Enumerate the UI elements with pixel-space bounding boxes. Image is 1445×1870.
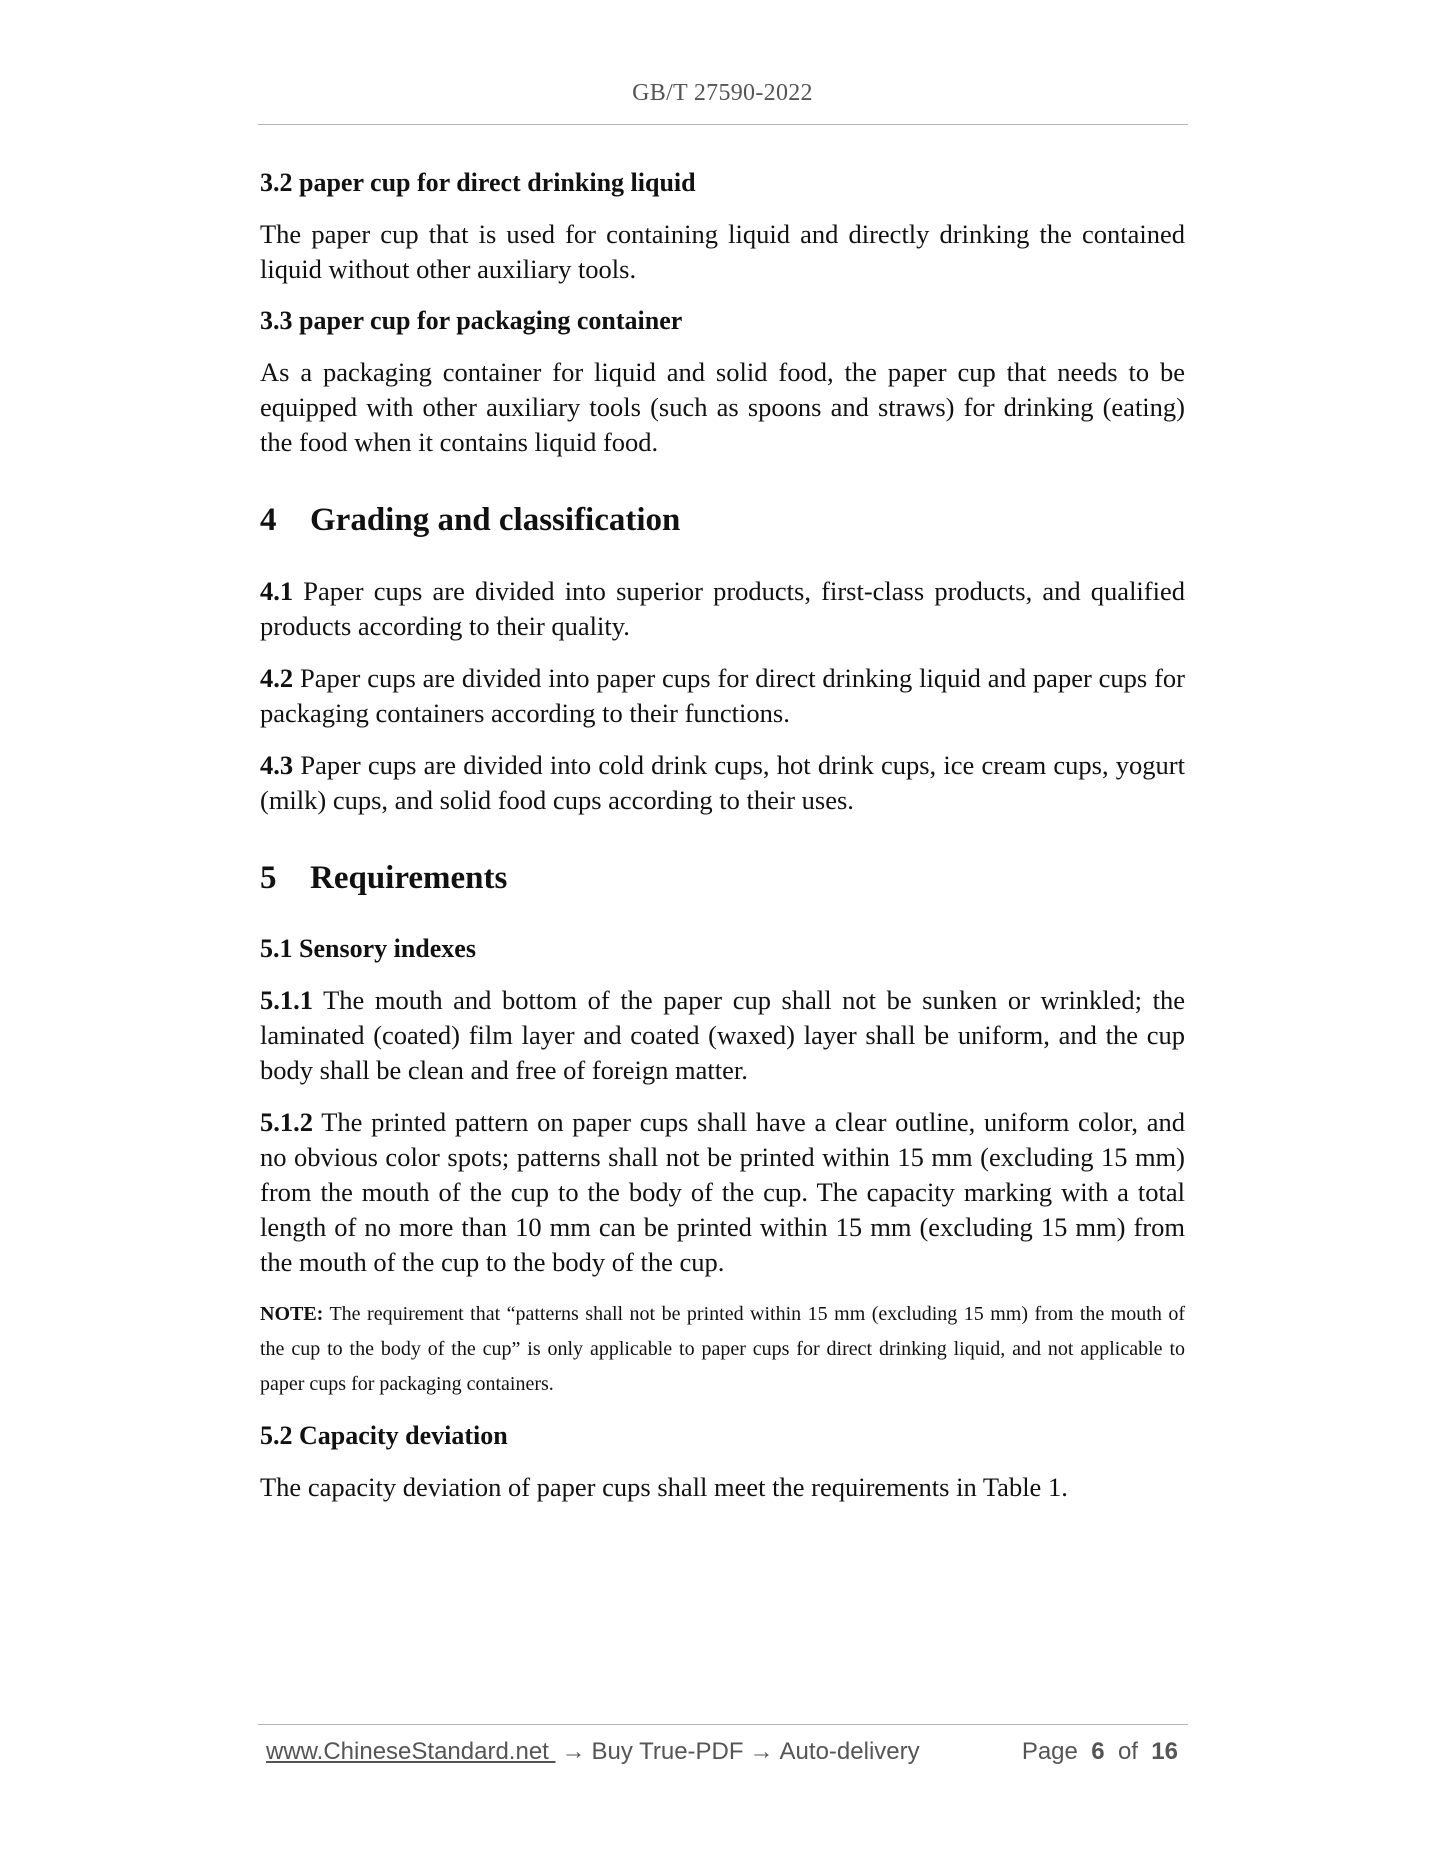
clause-number: 4.2 [260,663,294,693]
clause-5-1-2 [260,1105,1185,1280]
note-5-1 [260,1297,1185,1402]
clause-text: The mouth and bottom of the paper cup shall not be sunken or wrinkled; the laminated (coated) film layer and coated (waxed) layer shall be uniform, and the cup body shall be clean and free of foreign matter. [260,985,1185,1085]
page-footer [266,1738,1186,1772]
page-total: 16 [1151,1738,1178,1765]
section-number: 5 [260,860,277,896]
clause-5-1-1 [260,983,1185,1088]
header-rule [258,124,1188,125]
footer-rule [258,1724,1188,1725]
clause-text: Paper cups are divided into paper cups for direct drinking liquid and paper cups for packaging containers according to their functions. [260,663,1185,728]
paragraph-5-2: The capacity deviation of paper cups shall meet the requirements in Table 1. [260,1472,1068,1502]
section-title: Requirements [310,860,508,896]
clause-text: Paper cups are divided into cold drink cups, hot drink cups, ice cream cups, yogurt (milk) cups, and solid food cups according to their uses. [260,750,1185,815]
section-heading-5 [260,858,1185,898]
clause-number: 5.1.1 [260,985,313,1015]
page-content [260,166,1185,1505]
heading-3-2: 3.2 paper cup for direct drinking liquid [260,168,696,197]
clause-number: 4.3 [260,750,294,780]
arrow-right-icon: → [749,1738,774,1765]
section-heading-4 [260,500,1185,540]
note-text: The requirement that “patterns shall not be printed within 15 mm (excluding 15 mm) from the mouth of the cup to the body of the cup” is only applicable to paper cups for direct drinking liquid, and not applicable to paper cups for packaging containers. [260,1303,1185,1395]
section-number: 4 [260,502,277,538]
clause-number: 4.1 [260,576,294,606]
paragraph-3-3: As a packaging container for liquid and solid food, the paper cup that needs to be equipped with other auxiliary tools (such as spoons and straws) for drinking (eating) the food when it contains liquid food. [260,357,1185,457]
page-current: 6 [1091,1738,1105,1765]
clause-number: 5.1.2 [260,1107,313,1137]
delivery-text: Auto-delivery [779,1738,920,1765]
paragraph-3-2: The paper cup that is used for containing liquid and directly drinking the contained liquid without other auxiliary tools. [260,219,1185,284]
running-header: GB/T 27590-2022 [632,80,813,106]
buy-text: Buy True-PDF [591,1738,744,1765]
site-link[interactable]: www.ChineseStandard.net [266,1738,556,1765]
page-of: of [1117,1738,1138,1765]
page-label: Page [1021,1738,1078,1765]
heading-5-2: 5.2 Capacity deviation [260,1421,508,1450]
note-label: NOTE: [260,1303,324,1325]
section-title: Grading and classification [310,502,681,538]
clause-text: Paper cups are divided into superior products, first-class products, and qualified products according to their quality. [260,576,1185,641]
clause-4-2 [260,661,1185,731]
page-number [1022,1738,1178,1766]
arrow-right-icon: → [561,1738,586,1765]
clause-4-1 [260,574,1185,644]
clause-text: The printed pattern on paper cups shall have a clear outline, uniform color, and no obvious color spots; patterns shall not be printed within 15 mm (excluding 15 mm) from the mouth of the cup to the body of the cup. The capacity marking with a total length of no more than 10 mm can be printed within 15 mm (excluding 15 mm) from the mouth of the cup to the body of the cup. [260,1107,1185,1277]
heading-5-1: 5.1 Sensory indexes [260,934,476,963]
heading-3-3: 3.3 paper cup for packaging container [260,306,683,335]
clause-4-3 [260,748,1185,818]
footer-promo [266,1738,920,1766]
